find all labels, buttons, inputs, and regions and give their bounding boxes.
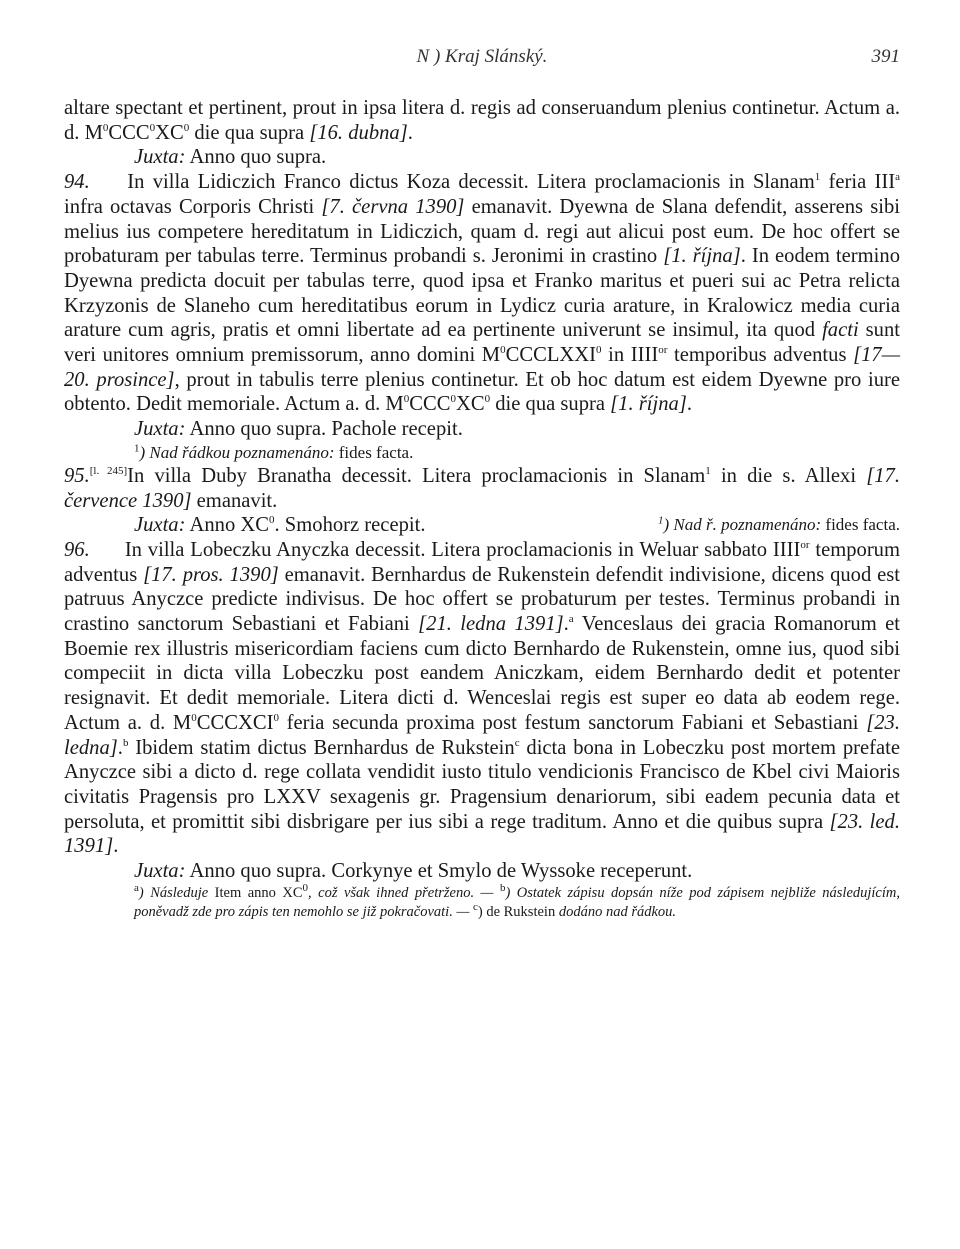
entry-number: 96.: [64, 538, 90, 561]
juxta-note: Juxta: Anno quo supra. Pachole recepit.: [134, 418, 463, 441]
entry-number: 94.: [64, 171, 90, 194]
page-number: 391: [871, 46, 900, 67]
running-header: [64, 46, 900, 74]
inline-footnote: $^1$) Nad ř. poznamenáno: fides facta.: [657, 514, 900, 535]
header-title: N ) Kraj Slánský.: [416, 46, 548, 67]
footnote-1: $^1$) Nad řádkou poznamenáno: fides facta.: [134, 442, 414, 462]
juxta-note-with-footnote: Juxta: Anno $XC^0$. Smohorz recepit. $^1$) Nad ř. poznamenáno: fides facta.: [134, 514, 900, 537]
juxta-note: Juxta: Anno quo supra. Corkynye et Smylo de Wyssoke receperunt.: [134, 860, 693, 883]
entry-94: 94. In villa Lidiczich Franco dictus Koza decessit. Litera proclamacionis in Slanam$^1$ feria III$^a$ infra octavas Corporis Christi [7. června 1390] emanavit. Dyewna de Slana defendit, asserens sibi melius ius competere hereditatum in Lidiczich, quam d. regi aut alicui post eum. De hoc offert se probaturam per tabulas terre. Terminus probandi s. Jeronimi in crastino [1. října]. In eodem termino Dyewna predicta docuit per tabulas terre, quod ipsa et Franko maritus et pueri sui ac Petra relicta Krzyzonis de Slaneho cum hereditatibus eorum in Lydicz curia arature, in Kralowicz media curia arature cum agris, pratis et omni libertate ad ea pertinente univerunt se insimul, ita quod facti sunt veri unitores omnium premissorum, anno domini $M^0CCCLXXI^0$ in $IIII^{or}$ temporibus adventus [17—20. prosince], prout in tabulis terre plenius continetur. Et ob hoc datum est eidem Dyewne pro iure obtento. Dedit memoriale. Actum a. d. $M^0CCC^0XC^0$ die qua supra [1. října].: [64, 171, 901, 416]
document-body: [64, 96, 900, 922]
date-note: [16. dubna]: [309, 121, 408, 144]
entry-continuation: altare spectant et pertinent, prout in ipsa litera d. regis ad conseruandum plenius continetur. Actum a. d. $M^0CCC^0XC^0$ die qua supra [16. dubna].: [64, 97, 900, 144]
juxta-note: Juxta: Anno quo supra.: [134, 146, 327, 169]
entry-95: 95.[l. 245]In villa Duby Branatha decessit. Litera proclamacionis in Slanam$^1$ in die s. Allexi [17. července 1390] emanavit.: [64, 464, 900, 512]
folio-mark: [l. 245]: [89, 464, 128, 477]
entry-96: 96. In villa Lobeczku Anyczka decessit. Litera proclamacionis in Weluar sabbato $IIII^{or}$ temporum adventus [17. pros. 1390] emanavit. Bernhardus de Rukenstein defendit indivisione, dicens quod est patruus Anyczce predicte indivisus. De hoc offert se probaturum per testes. Terminus probandi in crastino sanctorum Sebastiani et Fabiani [21. ledna 1391].$^a$ Venceslaus dei gracia Romanorum et Boemie rex illustris misericordiam faciens cum dicto Bernhardo de Rukenstein, omne ius, quod sibi compeciit in dicta villa Lobeczku post eandem Aniczkam, eidem Bernhardo dedit et potenter resignavit. Et dedit memoriale. Litera dicti d. Wenceslai regis est super eo data ab eodem rege. Actum a. d. $M^0CCCXCI^0$ feria secunda proxima post festum sanctorum Fabiani et Sebastiani [23. ledna].$^b$ Ibidem statim dictus Bernhardus de Rukstein$^c$ dicta bona in Lobeczku post mortem prefate Anyczce sibi a dicto d. rege collata vendidit iusto titulo vendicionis Francisco de Kbel civi Maioris civitatis Pragensis pro LXXV sexagenis gr. Pragensium denariorum, sibi eadem pecunia data et persoluta, et promittit sibi disbrigare per ius sibi a rege traditum. Anno et die quibus supra [23. led. 1391].: [64, 538, 900, 858]
footnotes-block: $^a$) Následuje Item anno $XC^0$, což však ihned přetrženo. — $^b$) Ostatek zápisu dopsán níže pod zápisem nejbliže následujícím, poněvadž zde pro zápis ten nemohlo se již pokračovati. — $^c$) de Rukstein dodáno nad řádkou.: [134, 881, 900, 920]
entry-number: 95.: [64, 464, 90, 487]
